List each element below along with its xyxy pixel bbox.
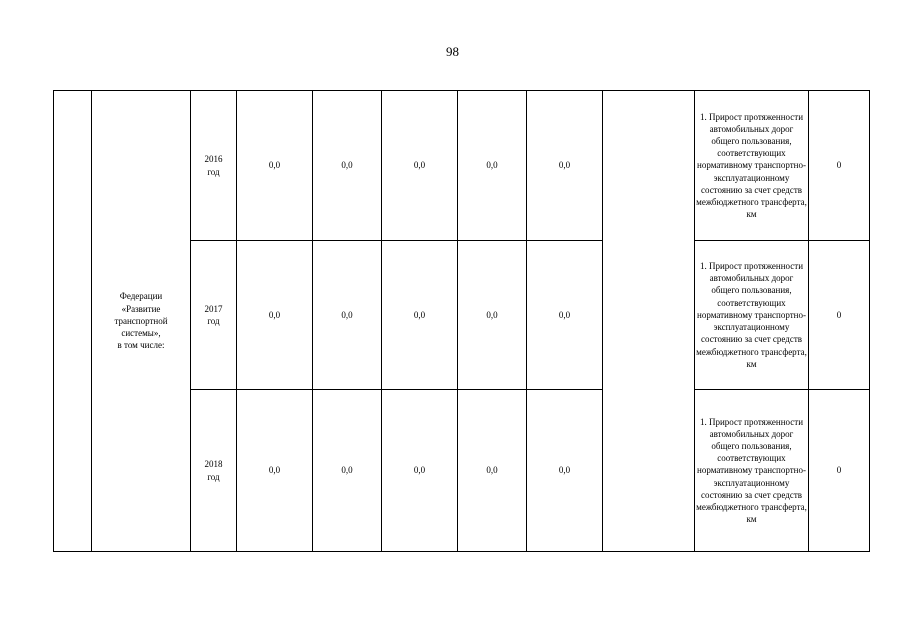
year-value: 2018 (204, 459, 223, 470)
responsible-cell (603, 91, 695, 552)
value-cell: 0,0 (382, 241, 458, 390)
year-cell (191, 241, 237, 390)
value-cell: 0,0 (382, 390, 458, 552)
value-cell: 0,0 (237, 241, 313, 390)
value-cell: 0,0 (313, 390, 382, 552)
program-name-line: системы», (121, 328, 161, 339)
page-number: 98 (446, 44, 459, 59)
value-cell: 0,0 (237, 91, 313, 241)
year-unit: год (207, 471, 220, 482)
value-cell: 0,0 (313, 241, 382, 390)
program-name-cell (92, 91, 191, 552)
program-name-line: в том числе: (117, 340, 165, 351)
funding-table (53, 90, 870, 552)
value-cell: 0,0 (382, 91, 458, 241)
program-name-line: транспортной (114, 315, 168, 326)
target-cell: 0 (809, 91, 870, 241)
year-cell (191, 91, 237, 241)
row-number-cell (54, 91, 92, 552)
value-cell: 0,0 (527, 241, 603, 390)
value-cell: 0,0 (458, 91, 527, 241)
year-unit: год (207, 166, 220, 177)
table-row (54, 91, 870, 241)
value-cell: 0,0 (458, 390, 527, 552)
program-name-line: Федерации (119, 291, 163, 302)
value-cell: 0,0 (458, 241, 527, 390)
year-unit: год (207, 316, 220, 326)
indicator-cell: 1. Прирост протяженности автомобильных дорог общего пользования, соответствующих нормативному транспортно-эксплуатационному состоянию за счет средств межбюджетного трансферта, км (695, 91, 809, 241)
year-value: 2016 (204, 154, 223, 165)
year-cell (191, 390, 237, 552)
value-cell: 0,0 (237, 390, 313, 552)
indicator-cell: 1. Прирост протяженности автомобильных дорог общего пользования, соответствующих нормативному транспортно-эксплуатационному состоянию за счет средств межбюджетного трансферта, км (695, 241, 809, 390)
value-cell: 0,0 (313, 91, 382, 241)
value-cell: 0,0 (527, 390, 603, 552)
year-value: 2017 (204, 303, 223, 314)
indicator-cell: 1. Прирост протяженности автомобильных дорог общего пользования, соответствующих нормативному транспортно-эксплуатационному состоянию за счет средств межбюджетного трансферта, км (695, 390, 809, 552)
target-cell: 0 (809, 390, 870, 552)
target-cell: 0 (809, 241, 870, 390)
program-name-line: «Развитие (121, 303, 161, 314)
value-cell: 0,0 (527, 91, 603, 241)
